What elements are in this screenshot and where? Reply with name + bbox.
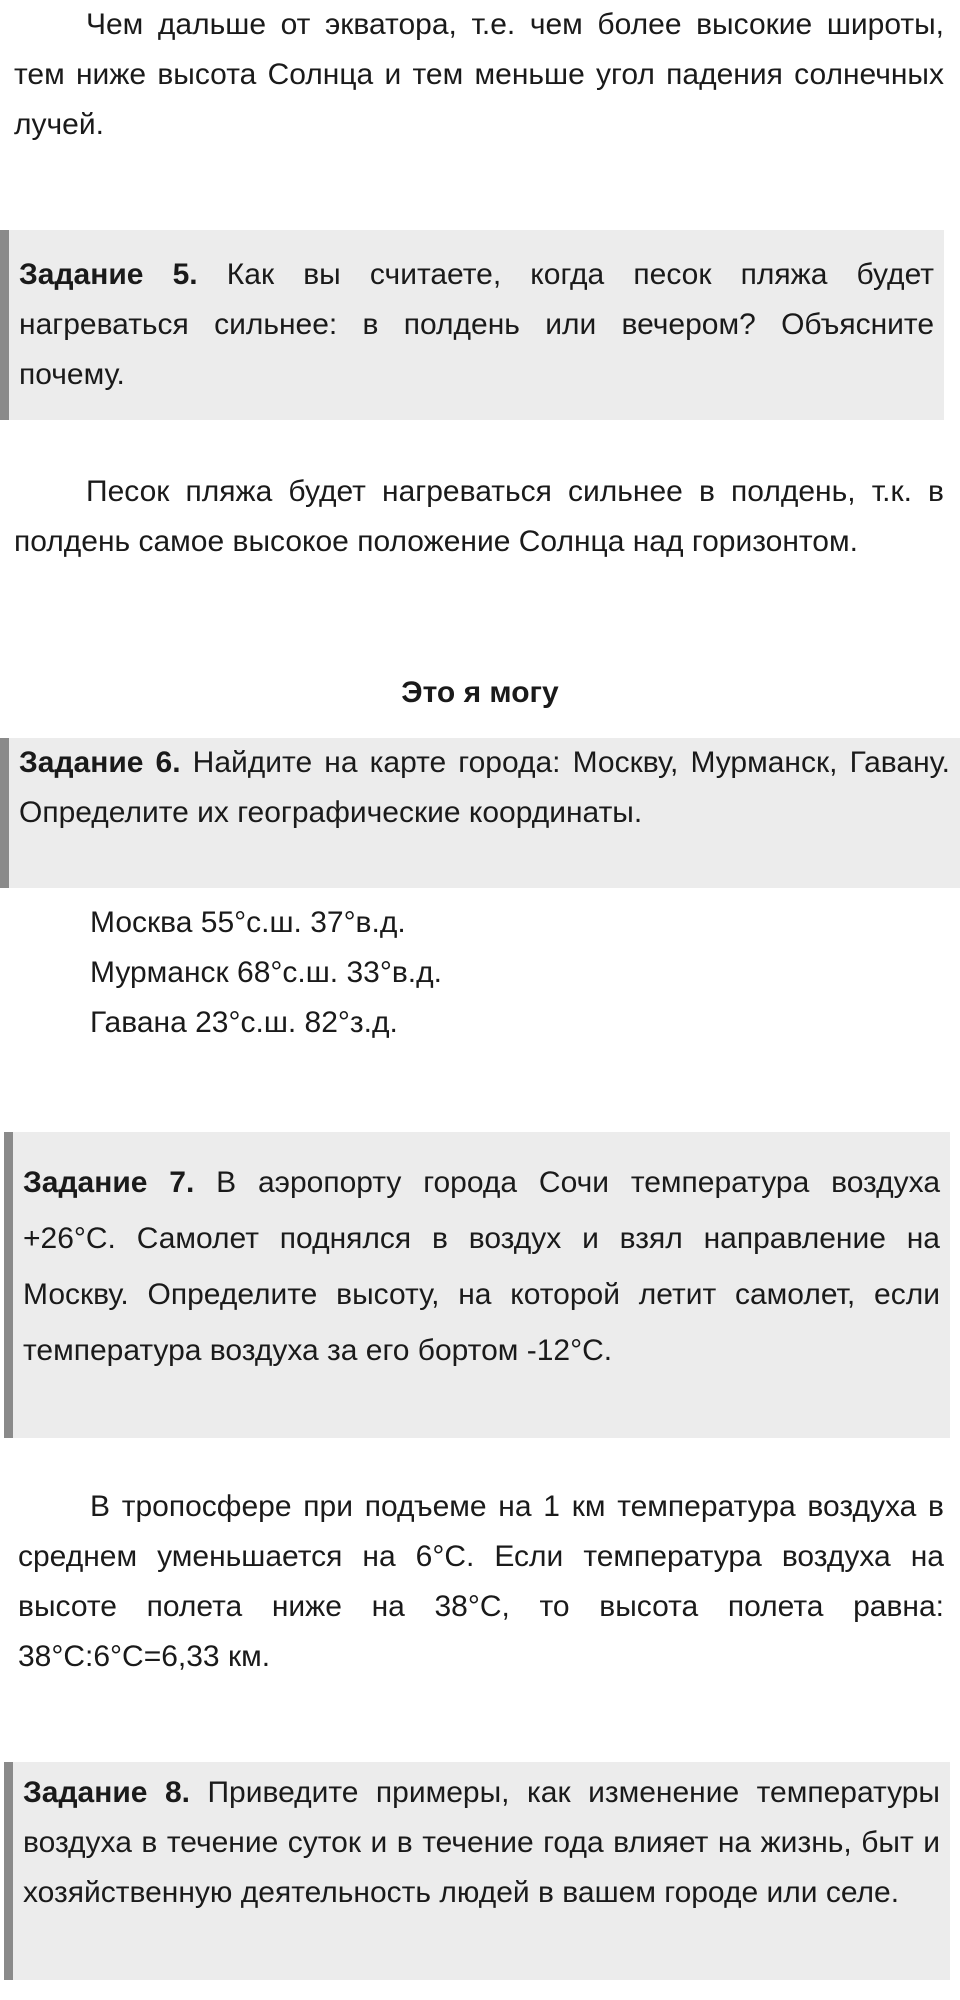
- task-7-body: В аэропорту города Сочи температура воздуха +26°С. Самолет поднялся в воздух и взял направление на Москву. Определите высоту, на которой летит самолет, если температура воздуха за его бортом -12°С.: [23, 1166, 941, 1367]
- task-8-label: Задание 8.: [23, 1776, 190, 1809]
- coordinates-list: [90, 898, 790, 1048]
- task-5-body: Как вы считаете, когда песок пляжа будет нагреваться сильнее: в полдень или вечером? Объясните почему.: [19, 258, 934, 391]
- answer-5-section: [14, 467, 944, 567]
- answer-7-paragraph: В тропосфере при подъеме на 1 км температура воздуха в среднем уменьшается на 6°С. Если температура воздуха на высоте полета ниже на 38°С, то высота полета равна: 38°С:6°С=6,33 км.: [18, 1490, 944, 1673]
- task-6-text: [19, 738, 950, 838]
- task-5-label: Задание 5.: [19, 258, 198, 291]
- task-6-body: Найдите на карте города: Москву, Мурманск, Гавану. Определите их географические координаты.: [19, 746, 950, 829]
- coordinate-item-moscow: Москва 55°с.ш. 37°в.д.: [90, 906, 406, 939]
- coordinate-item-havana: Гавана 23°с.ш. 82°з.д.: [90, 1006, 398, 1039]
- intro-paragraph: Чем дальше от экватора, т.е. чем более высокие широты, тем ниже высота Солнца и тем меньше угол падения солнечных лучей.: [14, 8, 944, 141]
- intro-section: [14, 0, 944, 150]
- task-7-text: [23, 1155, 940, 1379]
- task-6-box: [0, 738, 960, 888]
- task-5-box: [0, 230, 944, 420]
- task-5-text: [19, 250, 934, 400]
- task-8-body: Приведите примеры, как изменение температуры воздуха в течение суток и в течение года влияет на жизнь, быт и хозяйственную деятельность людей в вашем городе или селе.: [23, 1776, 940, 1909]
- answer-7-section: [18, 1482, 944, 1682]
- task-8-box: [4, 1762, 950, 1980]
- task-7-label: Задание 7.: [23, 1166, 195, 1199]
- section-heading: Это я могу: [401, 676, 559, 709]
- coordinate-item-murmansk: Мурманск 68°с.ш. 33°в.д.: [90, 956, 442, 989]
- task-6-label: Задание 6.: [19, 746, 181, 779]
- answer-5-paragraph: Песок пляжа будет нагреваться сильнее в полдень, т.к. в полдень самое высокое положение Солнца над горизонтом.: [14, 475, 944, 558]
- task-7-box: [4, 1132, 950, 1438]
- task-8-text: [23, 1768, 940, 1918]
